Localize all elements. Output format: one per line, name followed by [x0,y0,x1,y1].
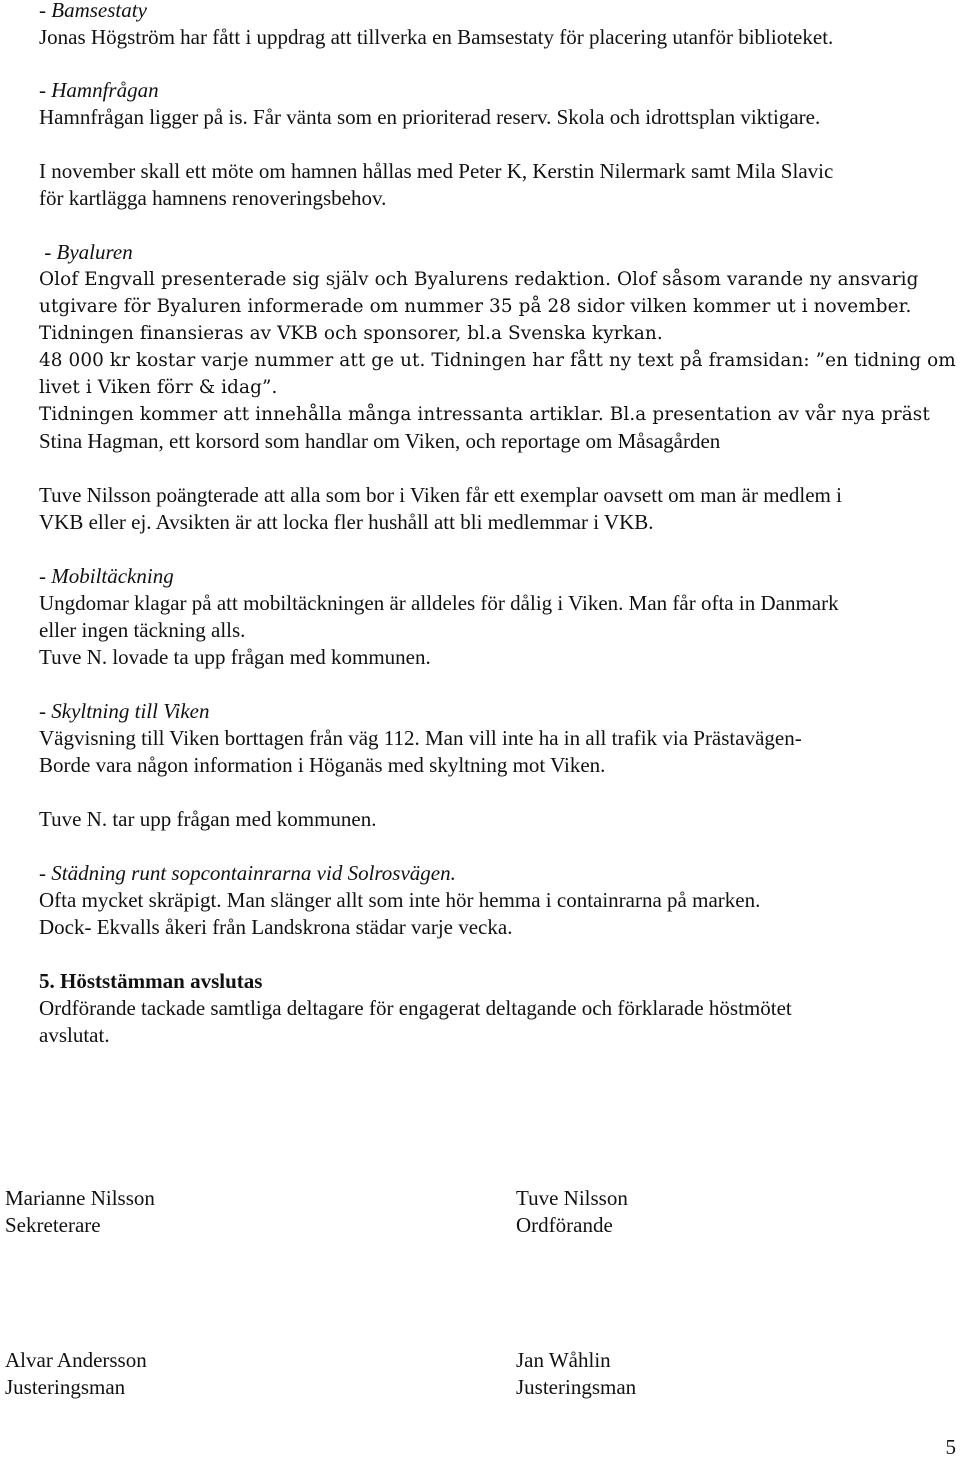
text-line: Hamnfrågan ligger på is. Får vänta som en prioriterad reserv. Skola och idrottsplan viktigare. [39,105,821,129]
signature-name: Jan Wåhlin [516,1348,611,1372]
text-line: Tidningen kommer att innehålla många intressanta artiklar. Bl.a presentation av vår nya präst [39,404,930,425]
heading-bamsestaty: - Bamsestaty [39,0,147,22]
text-line: Olof Engvall presenterade sig själv och Byalurens redaktion. Olof såsom varande ny ansvarig [39,269,919,290]
signature-role: Ordförande [516,1213,613,1237]
text-line: Ofta mycket skräpigt. Man slänger allt som inte hör hemma i containrarna på marken. [39,888,761,912]
text-line: eller ingen täckning alls. [39,618,246,642]
text-line: Ungdomar klagar på att mobiltäckningen är alldeles för dålig i Viken. Man får ofta in Danmark [39,591,839,615]
text-line: Stina Hagman, ett korsord som handlar om Viken, och reportage om Måsagården [39,429,721,453]
page-number: 5 [945,1435,956,1459]
heading-stadning: - Städning runt sopcontainrarna vid Solrosvägen. [39,861,456,885]
heading-byaluren: - Byaluren [39,240,133,264]
text-line: Dock- Ekvalls åkeri från Landskrona städar varje vecka. [39,915,513,939]
text-line: avslutat. [39,1023,110,1047]
text-line: 48 000 kr kostar varje nummer att ge ut. Tidningen har fått ny text på framsidan: ”en tidning om [39,350,956,371]
heading-hamnfragan: - Hamnfrågan [39,78,159,102]
text-line: Tuve N. tar upp frågan med kommunen. [39,807,377,831]
text-line: Vägvisning till Viken borttagen från väg 112. Man vill inte ha in all trafik via Prästavägen- [39,726,802,750]
heading-mobiltackning: - Mobiltäckning [39,564,174,588]
signature-role: Justeringsman [5,1375,126,1399]
signature-role: Sekreterare [5,1213,101,1237]
text-line: för kartlägga hamnens renoveringsbehov. [39,186,387,210]
heading-avslutas: 5. Höststämman avslutas [39,969,263,993]
signature-name: Marianne Nilsson [5,1186,155,1210]
text-line: utgivare för Byaluren informerade om nummer 35 på 28 sidor vilken kommer ut i november. [39,296,912,317]
text-line: Tuve N. lovade ta upp frågan med kommunen. [39,645,431,669]
text-line: Borde vara någon information i Höganäs med skyltning mot Viken. [39,753,606,777]
text-line: Ordförande tackade samtliga deltagare för engagerat deltagande och förklarade höstmötet [39,996,792,1020]
signature-name: Tuve Nilsson [516,1186,628,1210]
text-line: livet i Viken förr & idag”. [39,377,278,398]
signature-role: Justeringsman [516,1375,637,1399]
text-line: Tidningen finansieras av VKB och sponsorer, bl.a Svenska kyrkan. [39,323,663,344]
text-line: Jonas Högström har fått i uppdrag att tillverka en Bamsestaty för placering utanför biblioteket. [39,25,834,49]
heading-skyltning: - Skyltning till Viken [39,699,210,723]
text-line: Tuve Nilsson poängterade att alla som bor i Viken får ett exemplar oavsett om man är medlem i [39,483,842,507]
text-line: VKB eller ej. Avsikten är att locka fler hushåll att bli medlemmar i VKB. [39,510,654,534]
signature-name: Alvar Andersson [5,1348,147,1372]
text-line: I november skall ett möte om hamnen hållas med Peter K, Kerstin Nilermark samt Mila Slavic [39,159,834,183]
